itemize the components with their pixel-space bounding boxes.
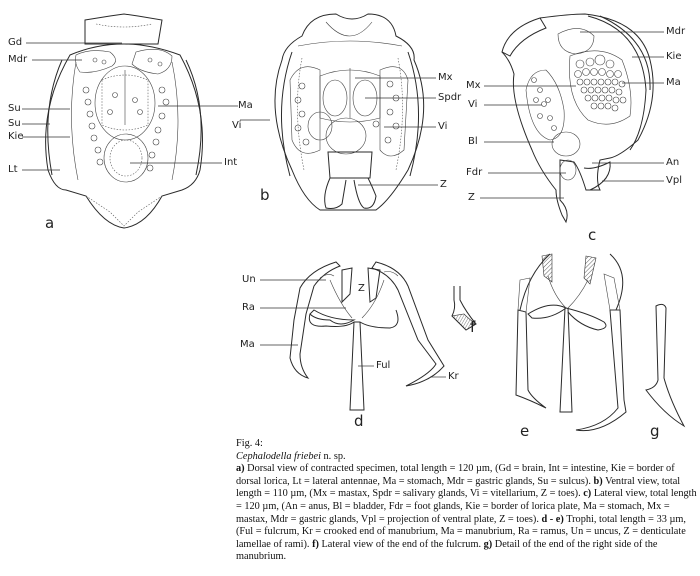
label-kr: Kr — [448, 371, 459, 382]
species-name: Cephalodella friebei — [236, 450, 321, 462]
caption-a-tag: a) — [236, 463, 245, 475]
caption-f-tag: f) — [312, 538, 319, 550]
caption-b-tag: b) — [593, 475, 603, 487]
caption-de-text: Trophi, total length = 33 µm, (Ful = fulcrum, Kr = crooked end of manubrium, Ma = manubrium, Ra = ramus, Un = uncus, Z = denticulate lamellae of rami). — [236, 513, 686, 550]
panel-b-ventral-view — [240, 0, 483, 250]
caption-c-text: Lateral view, total length = 120 µm, (An = anus, Bl = bladder, Fdr = foot glands, Kie = border of lorica plate, Ma = stomach, Mx = mastax, Mdr = gastric glands, Vpl = projection of ventral plate, Z = toes). — [236, 488, 697, 525]
label-un: Un — [242, 274, 256, 285]
caption-a-text: Dorsal view of contracted specimen, total length = 120 µm, (Gd = brain, Int = intestine, Kie = border of dorsal lorica, Lt = lateral antennae, Ma = stomach, Mdr = gastric glands, Su = sulcus). — [236, 463, 675, 487]
label-kie: Kie — [666, 51, 682, 62]
label-ful: Ful — [376, 360, 391, 371]
label-ra: Ra — [242, 302, 255, 313]
figure-number: Fig. 4: — [236, 438, 263, 449]
label-an: An — [666, 157, 680, 168]
caption-b-text: Ventral view, total length = 110 µm, (Mx = mastax, Spdr = salivary glands, Vi = vitellarium, Z = toes). — [236, 475, 681, 500]
caption-de-tag: d - e) — [541, 513, 564, 525]
panel-letter-g: g — [650, 422, 660, 440]
caption-c-tag: c) — [583, 488, 592, 500]
label-mdr: Mdr — [8, 54, 28, 65]
lateral-view-drawing — [470, 0, 700, 250]
label-vi: Vi — [232, 120, 242, 131]
panel-letter-e: e — [520, 422, 530, 440]
caption-f-text: Lateral view of the end of the fulcrum. — [321, 538, 482, 550]
label-z: Z — [358, 283, 365, 294]
label-gd: Gd — [8, 37, 23, 48]
label-fdr: Fdr — [466, 167, 483, 178]
label-vpl: Vpl — [666, 175, 682, 186]
label-mx: Mx — [438, 72, 453, 83]
label-kie: Kie — [8, 131, 24, 142]
label-z: Z — [440, 179, 447, 190]
label-vi: Vi — [468, 99, 478, 110]
trophi-drawing-e-g — [480, 250, 700, 440]
panel-letter-f: f — [470, 318, 476, 336]
label-ma: Ma — [666, 77, 681, 88]
dorsal-view-drawing — [0, 0, 240, 250]
panel-letter-c: c — [588, 226, 597, 244]
species-line — [236, 451, 698, 464]
caption-g-tag: g) — [483, 538, 493, 550]
trophi-drawing-d — [230, 250, 510, 430]
caption-g-text: Detail of the end of the right side of the manubrium. — [236, 538, 658, 563]
label-su: Su — [8, 103, 21, 114]
label-int: Int — [224, 157, 238, 168]
label-ma: Ma — [238, 100, 253, 111]
label-spdr: Spdr — [438, 92, 462, 103]
species-suffix: n. sp. — [323, 450, 346, 462]
label-bl: Bl — [468, 136, 478, 147]
panel-a-dorsal-view — [0, 0, 253, 250]
panel-letter-a: a — [45, 214, 55, 232]
label-mdr: Mdr — [666, 26, 686, 37]
panel-c-lateral-view — [466, 0, 700, 250]
panel-e-trophi — [480, 250, 700, 440]
panel-d-trophi — [230, 250, 510, 430]
label-lt: Lt — [8, 164, 18, 175]
label-mx: Mx — [466, 80, 481, 91]
label-ma: Ma — [240, 339, 255, 350]
figure-caption — [236, 438, 698, 564]
panel-letter-b: b — [260, 186, 270, 204]
label-z: Z — [468, 192, 475, 203]
caption-body — [236, 463, 698, 564]
label-su-2: Su — [8, 118, 21, 129]
panel-letter-d: d — [354, 412, 364, 430]
label-vi: Vi — [438, 121, 448, 132]
